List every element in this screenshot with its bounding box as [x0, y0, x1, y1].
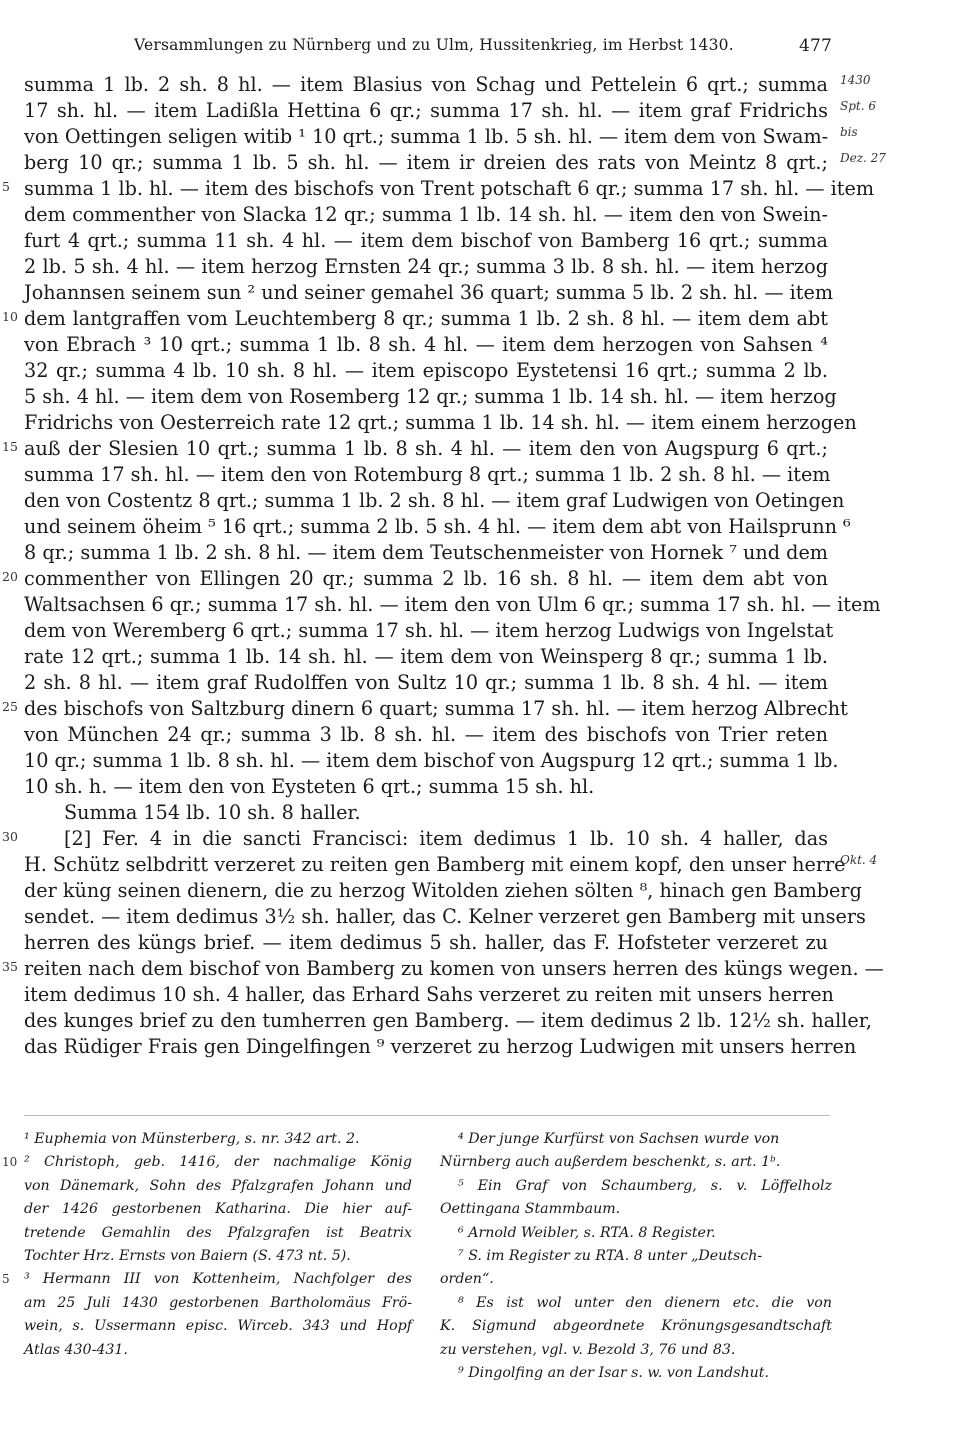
footnote-line: Oettingana Stammbaum.: [440, 1201, 621, 1218]
line-text: Johannsen seinem sun ² und seiner gemahel 36 quart; summa 5 lb. 2 sh. hl. — item: [24, 281, 834, 304]
footnote-line: ⁹ Dingolfing an der Isar s. w. von Landshut.: [458, 1364, 769, 1381]
line-text: commenther von Ellingen 20 qr.; summa 2 lb. 16 sh. 8 hl. — item dem abt von: [24, 567, 828, 590]
line-text: 32 qr.; summa 4 lb. 10 sh. 8 hl. — item episcopo Eystetensi 16 qrt.; summa 2 lb.: [24, 359, 828, 382]
text-line: [0, 358, 960, 384]
footnote-line: ⁵ Ein Graf von Schaumberg, s. v. Löffelholz: [458, 1177, 832, 1194]
line-text: das Rüdiger Frais gen Dingelfingen ⁹ verzeret zu herzog Ludwigen mit unsers herren: [24, 1035, 857, 1058]
footnote-line: ⁶ Arnold Weibler, s. RTA. 8 Register.: [458, 1224, 716, 1241]
main-text: [0, 72, 960, 1060]
line-text: 17 sh. hl. — item Ladißla Hettina 6 qr.; summa 17 sh. hl. — item graf Fridrichs: [24, 99, 828, 122]
footnote-line: Atlas 430-431.: [24, 1341, 128, 1358]
line-text: [2] Fer. 4 in die sancti Francisci: item dedimus 1 lb. 10 sh. 4 haller, das: [64, 827, 828, 850]
text-line: [0, 124, 960, 150]
footnote-line: der 1426 gestorbenen Katharina. Die hier auf-: [24, 1201, 412, 1218]
line-text: 2 sh. 8 hl. — item graf Rudolffen von Sultz 10 qr.; summa 1 lb. 8 sh. 4 hl. — item: [24, 671, 828, 694]
footnote-line: am 25 Juli 1430 gestorbenen Bartholomäus Frö-: [24, 1294, 412, 1311]
line-number: 25: [2, 699, 18, 714]
text-line: [0, 800, 960, 826]
line-text: dem von Weremberg 6 qrt.; summa 17 sh. hl. — item herzog Ludwigs von Ingelstat: [24, 619, 834, 642]
footnote-line: orden“.: [440, 1271, 494, 1288]
text-line: [0, 566, 960, 592]
text-line: [0, 332, 960, 358]
line-text: von Ebrach ³ 10 qrt.; summa 1 lb. 8 sh. 4 hl. — item dem herzogen von Sahsen ⁴: [24, 333, 828, 356]
line-text: rate 12 qrt.; summa 1 lb. 14 sh. hl. — item dem von Weinsperg 8 qr.; summa 1 lb.: [24, 645, 828, 668]
line-text: reiten nach dem bischof von Bamberg zu komen von unsers herren des küngs wegen. —: [24, 957, 884, 980]
line-text: dem lantgraffen vom Leuchtemberg 8 qr.; summa 1 lb. 2 sh. 8 hl. — item dem abt: [24, 307, 828, 330]
line-text: des kunges brief zu den tumherren gen Bamberg. — item dedimus 2 lb. 12½ sh. haller,: [24, 1009, 872, 1032]
running-title: Versammlungen zu Nürnberg und zu Ulm, Hussitenkrieg, im Herbst 1430.: [134, 36, 734, 54]
line-text: 8 qr.; summa 1 lb. 2 sh. 8 hl. — item dem Teutschenmeister von Hornek ⁷ und dem: [24, 541, 828, 564]
text-line: [0, 462, 960, 488]
line-text: sendet. — item dedimus 3½ sh. haller, das C. Kelner verzeret gen Bamberg mit unsers: [24, 905, 866, 928]
text-line: [0, 644, 960, 670]
margin-note: Dez. 27: [840, 151, 886, 165]
line-text: von Oettingen seligen witib ¹ 10 qrt.; summa 1 lb. 5 sh. hl. — item dem von Swam-: [24, 125, 829, 148]
line-text: item dedimus 10 sh. 4 haller, das Erhard Sahs verzeret zu reiten mit unsers herren: [24, 983, 834, 1006]
line-text: 2 lb. 5 sh. 4 hl. — item herzog Ernsten 24 qr.; summa 3 lb. 8 sh. hl. — item herzog: [24, 255, 828, 278]
text-line: [0, 98, 960, 124]
margin-note: Spt. 6: [840, 99, 876, 113]
page-number: 477: [798, 36, 832, 56]
footnote-divider: [24, 1115, 830, 1116]
footnotes-left-column: [2, 1128, 412, 1362]
text-line: [0, 956, 960, 982]
text-line: [0, 410, 960, 436]
line-number: 35: [2, 959, 18, 974]
text-line: [0, 774, 960, 800]
margin-note: Okt. 4: [840, 853, 878, 867]
line-number: 20: [2, 569, 18, 584]
footnote-line: ⁸ Es ist wol unter den dienern etc. die von: [458, 1294, 832, 1311]
line-text: Summa 154 lb. 10 sh. 8 haller.: [64, 801, 361, 824]
footnotes-right-column: [440, 1128, 832, 1385]
text-line: [0, 982, 960, 1008]
line-text: Fridrichs von Oesterreich rate 12 qrt.; summa 1 lb. 14 sh. hl. — item einem herzogen: [24, 411, 857, 434]
margin-note: bis: [840, 125, 858, 139]
line-text: summa 1 lb. 2 sh. 8 hl. — item Blasius von Schag und Pettelein 6 qrt.; summa: [24, 73, 828, 96]
line-text: berg 10 qr.; summa 1 lb. 5 sh. hl. — item ir dreien des rats von Meintz 8 qrt.;: [24, 151, 828, 174]
footnote-line: zu verstehen, vgl. v. Bezold 3, 76 und 83.: [440, 1341, 736, 1358]
line-text: 10 qr.; summa 1 lb. 8 sh. hl. — item dem bischof von Augspurg 12 qrt.; summa 1 lb.: [24, 749, 839, 772]
footnote-line: ⁴ Der junge Kurfürst von Sachsen wurde von: [458, 1131, 780, 1147]
line-text: 5 sh. 4 hl. — item dem von Rosemberg 12 qr.; summa 1 lb. 14 sh. hl. — item herzog: [24, 385, 837, 408]
text-line: [0, 852, 960, 878]
line-text: summa 17 sh. hl. — item den von Rotemburg 8 qrt.; summa 1 lb. 2 sh. 8 hl. — item: [24, 463, 831, 486]
footnote-line: Tochter Hrz. Ernsts von Baiern (S. 473 nt. 5).: [24, 1247, 351, 1264]
text-line: [0, 748, 960, 774]
text-line: [0, 826, 960, 852]
line-text: des bischofs von Saltzburg dinern 6 quart; summa 17 sh. hl. — item herzog Albrecht: [24, 697, 848, 720]
line-text: und seinem öheim ⁵ 16 qrt.; summa 2 lb. 5 sh. 4 hl. — item dem abt von Hailsprunn ⁶: [24, 515, 851, 538]
text-line: [0, 228, 960, 254]
line-number: 5: [2, 179, 10, 194]
text-line: [0, 1008, 960, 1034]
line-text: dem commenther von Slacka 12 qr.; summa 1 lb. 14 sh. hl. — item den von Swein-: [24, 203, 828, 226]
text-line: [0, 904, 960, 930]
text-line: [0, 254, 960, 280]
footnote-line-number: 5: [2, 1272, 10, 1287]
page-header: [24, 36, 832, 58]
text-line: [0, 540, 960, 566]
line-text: 10 sh. h. — item den von Eysteten 6 qrt.; summa 15 sh. hl.: [24, 775, 595, 798]
text-line: [0, 280, 960, 306]
text-line: [0, 618, 960, 644]
line-text: Waltsachsen 6 qr.; summa 17 sh. hl. — item den von Ulm 6 qr.; summa 17 sh. hl. — item: [24, 593, 881, 616]
line-text: den von Costentz 8 qrt.; summa 1 lb. 2 sh. 8 hl. — item graf Ludwigen von Oetingen: [24, 489, 845, 512]
line-number: 15: [2, 439, 18, 454]
text-line: [0, 488, 960, 514]
footnote-line: K. Sigmund abgeordnete Krönungsgesandtschaft: [440, 1318, 832, 1335]
footnote-line: ² Christoph, geb. 1416, der nachmalige König: [24, 1154, 412, 1171]
text-line: [0, 930, 960, 956]
line-text: der küng seinen dienern, die zu herzog Witolden ziehen sölten ⁸, hinach gen Bamberg: [24, 879, 862, 902]
text-line: [0, 1034, 960, 1060]
margin-note: 1430: [840, 73, 871, 87]
text-line: [0, 878, 960, 904]
text-line: [0, 722, 960, 748]
footnote-line: tretende Gemahlin des Pfalzgrafen ist Beatrix: [24, 1224, 412, 1241]
line-text: von München 24 qr.; summa 3 lb. 8 sh. hl. — item des bischofs von Trier reten: [24, 723, 828, 746]
text-line: [0, 696, 960, 722]
footnote-line: von Dänemark, Sohn des Pfalzgrafen Johann und: [24, 1177, 412, 1194]
text-line: [0, 670, 960, 696]
line-text: summa 1 lb. hl. — item des bischofs von Trent potschaft 6 qr.; summa 17 sh. hl. — item: [24, 177, 875, 200]
footnote-line: ³ Hermann III von Kottenheim, Nachfolger des: [24, 1271, 412, 1288]
text-line: [0, 436, 960, 462]
line-text: furt 4 qrt.; summa 11 sh. 4 hl. — item dem bischof von Bamberg 16 qrt.; summa: [24, 229, 828, 252]
text-line: [0, 306, 960, 332]
footnote-line: ⁷ S. im Register zu RTA. 8 unter „Deutsch-: [458, 1247, 763, 1264]
line-text: H. Schütz selbdritt verzeret zu reiten gen Bamberg mit einem kopf, den unser herre: [24, 853, 846, 876]
footnote-line: ¹ Euphemia von Münsterberg, s. nr. 342 art. 2.: [24, 1131, 360, 1147]
footnote-line: wein, s. Ussermann episc. Wirceb. 343 und Hopf: [24, 1318, 412, 1335]
line-number: 30: [2, 829, 18, 844]
line-number: 10: [2, 309, 18, 324]
footnote-line: Nürnberg auch außerdem beschenkt, s. art. 1ᵇ.: [440, 1154, 781, 1171]
line-text: auß der Slesien 10 qrt.; summa 1 lb. 8 sh. 4 hl. — item den von Augspurg 6 qrt.;: [24, 437, 828, 460]
line-text: herren des küngs brief. — item dedimus 5 sh. haller, das F. Hofsteter verzeret zu: [24, 931, 828, 954]
text-line: [0, 592, 960, 618]
text-line: [0, 176, 960, 202]
text-line: [0, 150, 960, 176]
text-line: [0, 72, 960, 98]
footnote-line-number: 10: [2, 1155, 18, 1170]
text-line: [0, 384, 960, 410]
text-line: [0, 514, 960, 540]
text-line: [0, 202, 960, 228]
